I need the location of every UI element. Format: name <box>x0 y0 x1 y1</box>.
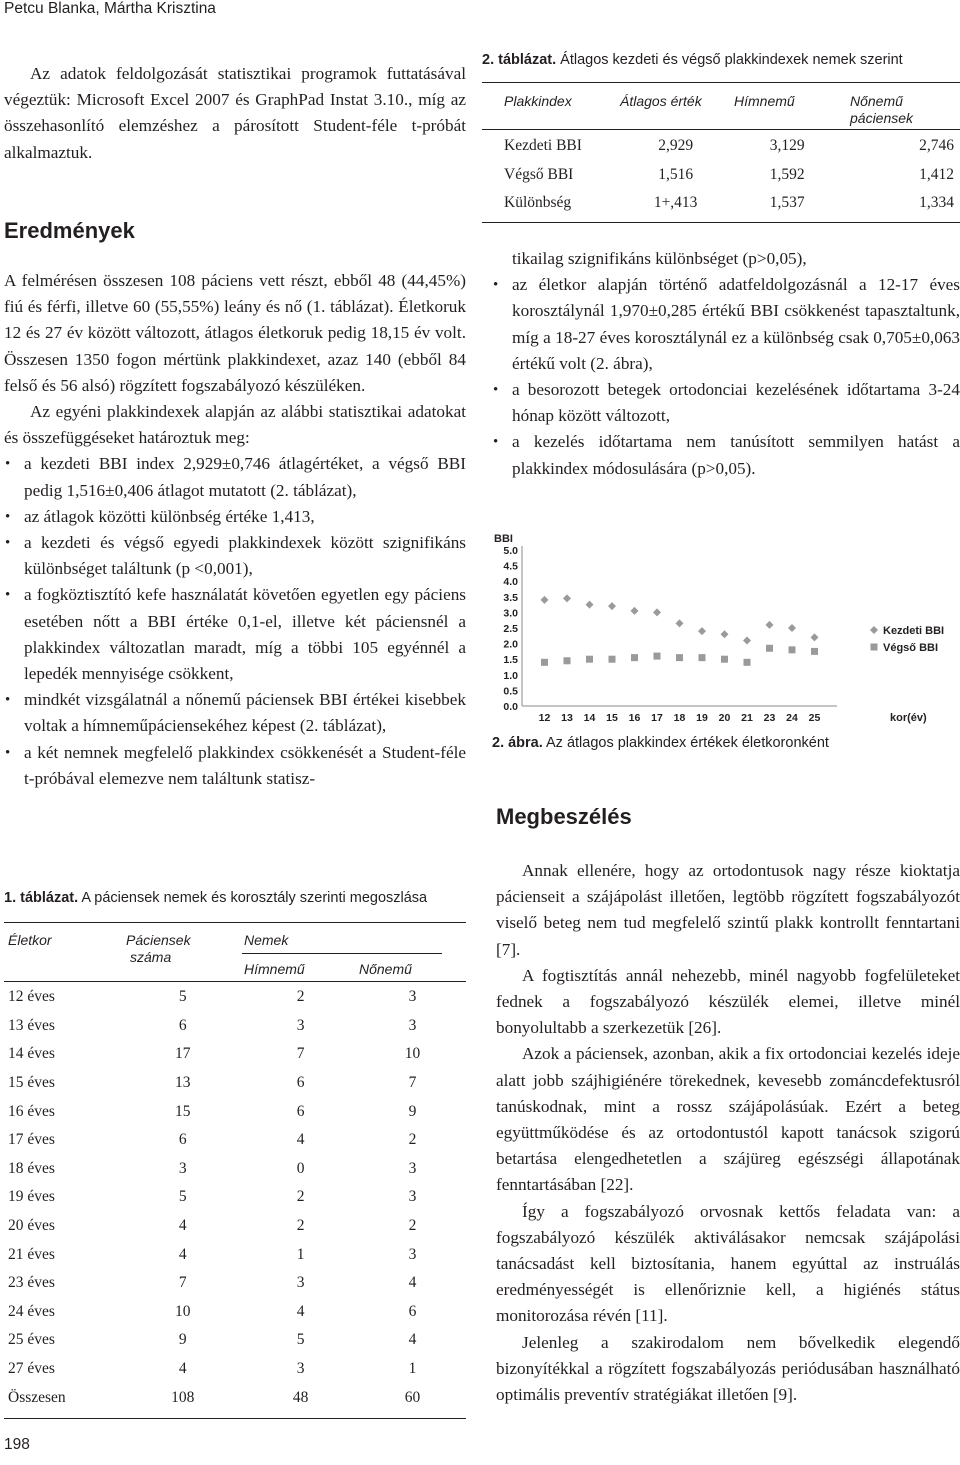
table1-col-male: Hímnemű <box>244 961 305 977</box>
table-cell: 6 <box>408 1302 417 1320</box>
methods-paragraph: Az adatok feldolgozását statisztikai programok futtatásával végeztük: Microsoft Excel 2007 és GraphPad Instat 3.10., míg az összehasonlító elemzéshez a párosított Student-féle t-próbát alkalmaztuk. <box>4 64 466 162</box>
table-row <box>482 189 960 218</box>
y-tick-label: 0.0 <box>503 701 518 713</box>
table-cell: 3 <box>408 988 417 1006</box>
x-tick-label: 17 <box>651 712 663 724</box>
table-cell: 3,129 <box>769 137 805 155</box>
table-cell: 15 éves <box>8 1074 55 1092</box>
table-row <box>4 1326 466 1355</box>
data-point-vegso <box>541 659 548 666</box>
table-cell: 60 <box>404 1388 421 1406</box>
table-cell: 2 <box>296 1217 305 1235</box>
table-cell: 3 <box>408 1245 417 1263</box>
data-point-kezdeti <box>743 636 751 644</box>
x-tick-label: 20 <box>718 712 731 724</box>
legend-label: Végső BBI <box>883 642 939 654</box>
table-cell: 18 éves <box>8 1159 55 1177</box>
table1-col-patients-line2: száma <box>130 949 172 965</box>
table-cell: 12 éves <box>8 988 55 1006</box>
table-cell: 7 <box>178 1274 187 1292</box>
table2-col-female: Nőnemű <box>850 93 903 109</box>
table-row <box>4 1012 466 1041</box>
table-cell: 6 <box>296 1074 305 1092</box>
table-cell: 1,412 <box>919 165 954 183</box>
left-column <box>4 61 466 166</box>
discussion-paragraph: Jelenleg a szakirodalom nem bővelkedik elegendő bizonyítékkal a rögzített fogszabályozás periódusában használható optimális preventív stratégiákat illetően [9]. <box>496 1332 960 1405</box>
table-row <box>482 132 960 161</box>
table-cell: 3 <box>408 1159 417 1177</box>
data-point-vegso <box>744 659 751 666</box>
table-cell: 5 <box>178 988 187 1006</box>
table-cell: 5 <box>178 1188 187 1206</box>
table-cell: Kezdeti BBI <box>504 137 582 155</box>
table-cell: 4 <box>178 1245 187 1263</box>
data-point-kezdeti <box>608 602 616 610</box>
table2-col-plaque: Plakkindex <box>504 93 572 109</box>
table2-body <box>482 132 960 218</box>
discussion-heading: Megbeszélés <box>496 804 632 829</box>
table-row <box>4 1155 466 1184</box>
table-cell: 7 <box>408 1074 417 1092</box>
data-point-vegso <box>609 656 616 663</box>
table-cell: 4 <box>408 1274 417 1292</box>
table-cell: 15 <box>175 1102 191 1120</box>
table-row <box>4 1383 466 1412</box>
table-cell: 4 <box>408 1331 417 1349</box>
x-tick-label: 16 <box>628 712 641 724</box>
table-cell: 16 éves <box>8 1102 55 1120</box>
data-point-vegso <box>676 654 683 661</box>
table-cell: 4 <box>178 1360 187 1378</box>
x-tick-label: 14 <box>583 712 596 724</box>
discussion-paragraph: A fogtisztítás annál nehezebb, minél nagyobb fogfelületeket fednek a fogszabályozó készülék elemei, illetve minél bonyolultabb a szerkezetük [26]. <box>496 965 960 1038</box>
discussion-paragraph: Azok a páciensek, azonban, akik a fix ortodonciai kezelés ideje alatt jobb szájhigiénére törekednek, kevesebb zománcdefektusról tanúskodnak, mint a rossz szájápolásúak. Ezért a beteg együttműködése és az ortodontustól kapott tanácsok szigorú betartása elengedhetetlen a szájüreg egészségi állapotának fenntartásában [22]. <box>496 1044 960 1195</box>
table-cell: 2 <box>408 1217 417 1235</box>
table-row <box>4 983 466 1012</box>
table2-header <box>482 83 960 129</box>
data-point-vegso <box>631 654 638 661</box>
x-tick-label: 12 <box>538 712 551 724</box>
y-tick-label: 4.5 <box>503 560 518 573</box>
table-cell: 1 <box>408 1360 417 1378</box>
figure2-caption <box>492 735 960 751</box>
table-cell: 3 <box>296 1274 305 1292</box>
running-header: Petcu Blanka, Mártha Krisztina <box>4 0 216 17</box>
results-paragraph: A felmérésen összesen 108 páciens vett részt, ebből 48 (44,45%) fiú és férfi, illetve 60 (55,55%) leány és nő (1. táblázat). Életkoruk 12 és 27 év között változott, átlagos életkoruk pedig 18,15 év volt. Összesen 1350 fogon mértünk plakkindexet, azaz 140 (ebből 84 felső és 56 alsó) rögzített fogszabályozó készüléken. <box>4 271 466 395</box>
table-cell: 17 éves <box>8 1131 55 1149</box>
y-tick-label: 2.0 <box>503 638 518 651</box>
table1-col-female: Nőnemű <box>359 961 412 977</box>
y-axis-label: BBI <box>494 533 513 545</box>
table-cell: 4 <box>178 1217 187 1235</box>
table-cell: 24 éves <box>8 1302 55 1320</box>
bbi-chart-svg <box>492 530 960 730</box>
data-point-vegso <box>564 657 571 664</box>
table-cell: 2,746 <box>919 137 954 155</box>
table-row <box>4 1212 466 1241</box>
list-item: • a kezelés időtartama nem tanúsított semmilyen hatást a plakkindex módosulására (p>0,05). <box>492 429 960 481</box>
table-cell: 14 éves <box>8 1045 55 1063</box>
table-cell: 3 <box>408 1016 417 1034</box>
table-cell: 27 éves <box>8 1360 55 1378</box>
table-cell: 20 éves <box>8 1217 55 1235</box>
discussion-body <box>496 858 960 1408</box>
figure2-caption-label: 2. ábra. <box>492 735 543 751</box>
discussion-paragraph: Így a fogszabályozó orvosnak kettős feladata van: a fogszabályozó készülék aktiválásakor nemcsak szájápolási tanácsadást kell biztosítania, hanem egyúttal az instruálás eredményességét is ellenőriznie kell, a higiénés státus monitorozása révén [11]. <box>496 1201 960 1326</box>
table-cell: 1,516 <box>658 165 694 183</box>
table-cell: 1 <box>296 1245 305 1263</box>
data-point-kezdeti <box>541 596 549 604</box>
table-cell: 2 <box>296 1188 305 1206</box>
table-cell: 48 <box>292 1388 309 1406</box>
list-item: • a fogköztisztító kefe használatát követően egyetlen egy páciens esetében nőtt a BBI értéke 0,1-el, illetve két páciensnél a plakkindex változatlan maradt, míg a többi 105 egyénnél a lepedék mennyisége csökkent, <box>4 582 466 687</box>
right-bullet-list <box>492 272 960 482</box>
x-tick-label: 18 <box>673 712 686 724</box>
table-row <box>4 1298 466 1327</box>
table2-col-female-line2: páciensek <box>850 110 914 126</box>
table-cell: 19 éves <box>8 1188 55 1206</box>
list-item: • a besorozott betegek ortodonciai kezelésének időtartama 3-24 hónap között változott, <box>492 377 960 429</box>
data-point-kezdeti <box>788 624 796 632</box>
table-cell: 6 <box>178 1131 187 1149</box>
table1-caption <box>4 890 466 906</box>
y-tick-label: 0.5 <box>503 685 518 698</box>
x-tick-label: 19 <box>696 712 708 724</box>
data-point-vegso <box>699 654 706 661</box>
results-heading: Eredmények <box>4 218 135 243</box>
data-point-kezdeti <box>698 627 706 635</box>
table1-header <box>4 923 466 981</box>
continued-text: tikailag szignifikáns különbséget (p>0,05), <box>512 249 807 268</box>
x-axis-label: kor(év) <box>890 712 927 724</box>
table-cell: 3 <box>408 1188 417 1206</box>
legend-marker <box>871 644 878 651</box>
data-point-kezdeti <box>653 608 661 616</box>
table-cell: 25 éves <box>8 1331 55 1349</box>
table-row <box>4 1069 466 1098</box>
table1-col-patients: Páciensek <box>126 932 191 948</box>
x-tick-label: 15 <box>606 712 618 724</box>
stats-intro-paragraph: Az egyéni plakkindexek alapján az alábbi statisztikai adatokat és összefüggéseket határoztuk meg: <box>4 402 466 448</box>
table2-caption-text: Átlagos kezdeti és végső plakkindexek nemek szerint <box>556 52 903 68</box>
results-bullet-list <box>4 451 466 792</box>
table-row <box>4 1355 466 1384</box>
list-item: • az átlagok közötti különbség értéke 1,413, <box>4 504 466 530</box>
table-cell: 3 <box>296 1016 305 1034</box>
bbi-chart <box>492 530 960 730</box>
discussion-paragraph: Annak ellenére, hogy az ortodontusok nagy része kioktatja pácienseit a szájápolást illetően, legtöbb rögzített fogszabályozót viselő beteg nem tud megfelelő szintű plakk kontrollt fenntartani [7]. <box>496 861 960 959</box>
table-cell: 1,537 <box>769 194 805 212</box>
data-point-kezdeti <box>676 619 684 627</box>
y-tick-label: 1.0 <box>503 669 518 682</box>
table-cell: 6 <box>296 1102 305 1120</box>
x-tick-label: 23 <box>763 712 776 724</box>
table-cell: 10 <box>404 1045 421 1063</box>
table-cell: 5 <box>296 1331 305 1349</box>
table-cell: 23 éves <box>8 1274 55 1292</box>
data-point-kezdeti <box>631 607 639 615</box>
legend-marker <box>870 626 878 634</box>
table2-col-mean: Átlagos érték <box>620 93 702 109</box>
x-tick-label: 21 <box>741 712 753 724</box>
table-row <box>4 1040 466 1069</box>
results-body <box>4 268 466 792</box>
table-row <box>4 1126 466 1155</box>
data-point-kezdeti <box>586 601 594 609</box>
table-cell: 1+,413 <box>653 194 698 212</box>
table2-col-male: Hímnemű <box>734 93 795 109</box>
table-row <box>482 161 960 190</box>
table-cell: 13 éves <box>8 1016 55 1034</box>
table1-caption-text: A páciensek nemek és korosztály szerinti megoszlása <box>78 890 428 906</box>
list-item: • az életkor alapján történő adatfeldolgozásnál a 12-17 éves korosztálynál 1,970±0,285 értékű BBI csökkenést tapasztaltunk, míg a 18-27 éves korosztálynál ez a különbség csak 0,705±0,063 értékű volt (2. ábra), <box>492 272 960 377</box>
table-cell: 6 <box>178 1016 187 1034</box>
list-item: • mindkét vizsgálatnál a nőnemű páciensek BBI értékei kisebbek voltak a hímneműpáciensekéhez képest (2. táblázat), <box>4 687 466 739</box>
table-cell: 108 <box>171 1388 195 1406</box>
list-item: • a kezdeti BBI index 2,929±0,746 átlagértéket, a végső BBI pedig 1,516±0,406 átlagot mutatott (2. táblázat), <box>4 451 466 503</box>
table-row <box>4 1240 466 1269</box>
table-cell: 13 <box>175 1074 191 1092</box>
table-row <box>4 1097 466 1126</box>
table-cell: 9 <box>178 1331 187 1349</box>
data-point-vegso <box>811 648 818 655</box>
data-point-vegso <box>654 653 661 660</box>
x-tick-label: 24 <box>786 712 798 724</box>
list-item: • a két nemnek megfelelő plakkindex csökkenését a Student-féle t-próbával elemezve nem találtunk statisz- <box>4 740 466 792</box>
page-number: 198 <box>4 1436 30 1453</box>
table-cell: Összesen <box>8 1388 66 1406</box>
table2-caption <box>482 52 952 68</box>
table-cell: 0 <box>296 1159 305 1177</box>
table-cell: 1,334 <box>919 194 954 212</box>
table-cell: 2,929 <box>658 137 694 155</box>
table-cell: 1,592 <box>769 165 805 183</box>
table2-caption-label: 2. táblázat. <box>482 52 557 68</box>
list-item: • a kezdeti és végső egyedi plakkindexek között szignifikáns különbséget találtunk (p <0,001), <box>4 530 466 582</box>
table-cell: 4 <box>296 1131 305 1149</box>
table-cell: 17 <box>175 1045 191 1063</box>
table-cell: 7 <box>296 1045 305 1063</box>
right-results-continued <box>492 246 960 482</box>
y-tick-label: 5.0 <box>503 545 518 557</box>
figure2-caption-text: Az átlagos plakkindex értékek életkoronként <box>542 735 829 751</box>
table2 <box>482 82 960 223</box>
table1-col-sex: Nemek <box>244 932 289 948</box>
table-cell: 9 <box>408 1102 417 1120</box>
table-cell: 3 <box>178 1159 187 1177</box>
data-point-kezdeti <box>811 633 819 641</box>
data-point-kezdeti <box>766 621 774 629</box>
table-cell: 2 <box>408 1131 417 1149</box>
table-cell: 2 <box>296 988 305 1006</box>
table-cell: 4 <box>296 1302 305 1320</box>
table-cell: 21 éves <box>8 1245 55 1263</box>
y-tick-label: 2.5 <box>503 623 518 635</box>
table-cell: Végső BBI <box>504 165 574 183</box>
y-tick-label: 1.5 <box>503 654 518 667</box>
data-point-kezdeti <box>721 630 729 638</box>
table-cell: Különbség <box>504 194 572 212</box>
table-cell: 3 <box>296 1360 305 1378</box>
data-point-vegso <box>721 656 728 663</box>
table1 <box>4 922 466 1419</box>
table-cell: 10 <box>175 1302 191 1320</box>
data-point-kezdeti <box>563 594 571 602</box>
x-tick-label: 25 <box>808 712 821 724</box>
x-tick-label: 13 <box>561 712 573 724</box>
y-tick-label: 3.5 <box>503 591 518 604</box>
table1-body <box>4 983 466 1412</box>
y-tick-label: 3.0 <box>503 607 518 620</box>
table1-col-age: Életkor <box>8 932 52 948</box>
table1-caption-label: 1. táblázat. <box>4 890 79 906</box>
data-point-vegso <box>789 646 796 653</box>
legend-label: Kezdeti BBI <box>883 625 945 637</box>
data-point-vegso <box>586 656 593 663</box>
table-row <box>4 1269 466 1298</box>
data-point-vegso <box>766 645 773 652</box>
table-row <box>4 1183 466 1212</box>
y-tick-label: 4.0 <box>503 576 518 589</box>
